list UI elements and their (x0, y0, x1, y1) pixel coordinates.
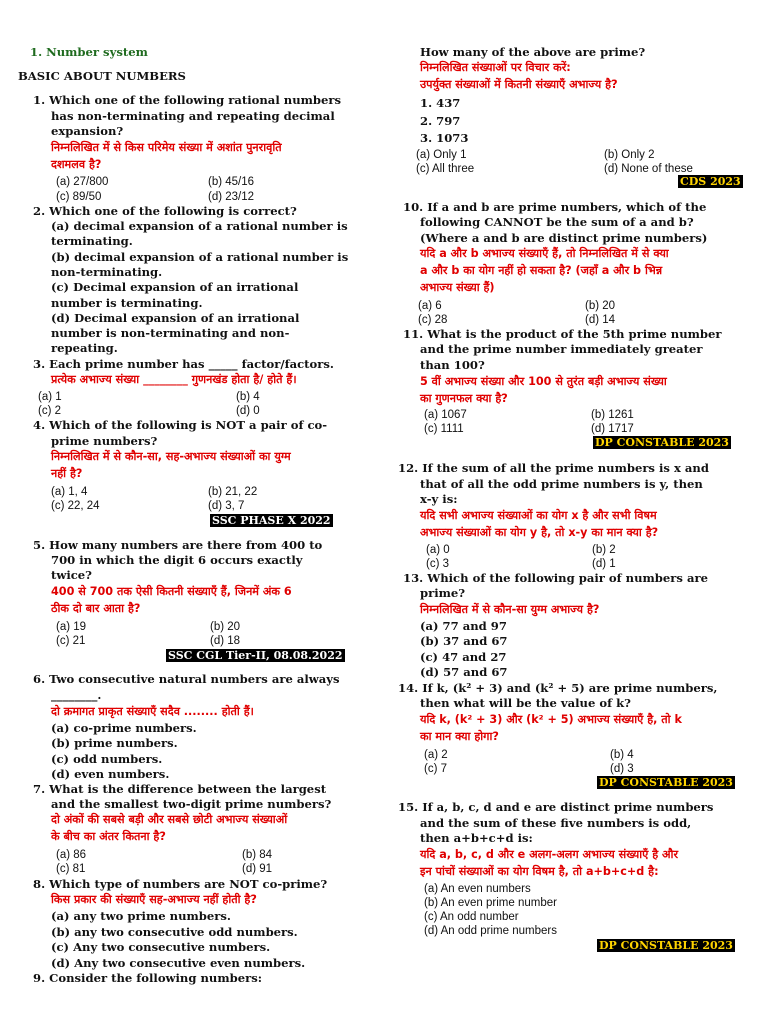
left-text-line: (a) 27/800 (56, 176, 109, 188)
exam-source-badge: SSC PHASE X 2022 (212, 514, 331, 527)
left-text-line: (b) 21, 22 (208, 486, 258, 498)
left-text-line: BASIC ABOUT NUMBERS (18, 69, 186, 83)
right-text-line: (c) 1111 (424, 423, 464, 435)
left-text-line: (d) 23/12 (208, 191, 255, 203)
right-text-line: than 100? (420, 358, 485, 372)
exam-source-badge: SSC CGL Tier-II, 08.08.2022 (168, 649, 343, 662)
right-text-line: and the sum of these five numbers is odd, (420, 816, 692, 830)
left-text-line: 400 से 700 तक ऐसी कितनी संख्याएँ हैं, जिनमें अंक 6 (51, 585, 292, 598)
right-text-line: (b) 1261 (591, 409, 634, 421)
right-text-line: निम्नलिखित में से कौन-सा युग्म अभाज्य है? (420, 603, 600, 616)
left-text-line: (d) 3, 7 (208, 500, 245, 512)
right-text-line: then what will be the value of k? (420, 696, 631, 710)
right-text-line: a और b का योग नहीं हो सकता है? (जहाँ a और b भिन्न (420, 264, 663, 277)
left-text-line: expansion? (51, 124, 124, 138)
right-text-line: अभाज्य संख्या हैं) (420, 281, 495, 294)
left-text-line: (c) 81 (56, 863, 86, 875)
right-text-line: (d) 3 (610, 763, 634, 775)
left-text-line: (d) 91 (242, 863, 273, 875)
right-text-line: (d) 14 (585, 314, 616, 326)
left-text-line: दो अंकों की सबसे बड़ी और सबसे छोटी अभाज्य संख्याओं (51, 813, 288, 826)
left-text-line: (b) any two consecutive odd numbers. (51, 925, 298, 939)
right-text-line: 2. 797 (420, 114, 461, 128)
right-text-line: उपर्युक्त संख्याओं में कितनी संख्याएँ अभाज्य है? (420, 78, 618, 91)
right-text-line: (b) An even prime number (424, 897, 557, 909)
left-text-line: (a) co-prime numbers. (51, 721, 197, 735)
right-text-line: (Where a and b are distinct prime numbers) (420, 231, 708, 245)
right-text-line: 15. If a, b, c, d and e are distinct prime numbers (398, 800, 714, 814)
right-text-line: following CANNOT be the sum of a and b? (420, 215, 694, 229)
left-text-line: प्रत्येक अभाज्य संख्या ________ गुणनखंड होता है/ होते हैं। (51, 373, 297, 386)
left-text-line: 3. Each prime number has _____ factor/factors. (33, 357, 334, 371)
left-text-line: 5. How many numbers are there from 400 to (33, 538, 323, 552)
right-text-line: 10. If a and b are prime numbers, which of the (403, 200, 707, 214)
right-text-line: (b) Only 2 (604, 149, 655, 161)
left-text-line: (b) decimal expansion of a rational number is (51, 250, 349, 264)
right-text-line: का गुणनफल क्या है? (420, 392, 508, 405)
left-text-line: (c) 89/50 (56, 191, 102, 203)
right-text-line: यदि k, (k² + 3) और (k² + 5) अभाज्य संख्याएँ है, तो k (420, 713, 682, 726)
left-text-line: (a) 86 (56, 849, 87, 861)
left-text-line: ________. (51, 688, 102, 702)
right-text-line: 1. 437 (420, 96, 461, 110)
right-text-line: (c) 3 (426, 558, 449, 570)
left-text-line: के बीच का अंतर कितना है? (51, 830, 166, 843)
left-text-line: ठीक दो बार आता है? (51, 602, 141, 615)
right-text-line: (a) An even numbers (424, 883, 531, 895)
right-text-line: (d) An odd prime numbers (424, 925, 557, 937)
right-text-line: 14. If k, (k² + 3) and (k² + 5) are prime numbers, (398, 681, 718, 695)
right-text-line: prime? (420, 586, 466, 600)
left-text-line: prime numbers? (51, 434, 158, 448)
left-text-line: and the smallest two-digit prime numbers? (51, 797, 332, 811)
left-text-line: (a) 19 (56, 621, 87, 633)
left-text-line: 1. Number system (30, 45, 148, 59)
right-text-line: यदि सभी अभाज्य संख्याओं का योग x है और सभी विषम (420, 509, 657, 522)
exam-source-badge: DP CONSTABLE 2023 (595, 436, 729, 449)
left-text-line: (d) 18 (210, 635, 241, 647)
right-text-line: (c) An odd number (424, 911, 519, 923)
left-text-line: दशमलव है? (51, 158, 102, 171)
right-text-line: (b) 4 (610, 749, 634, 761)
left-text-line: (c) odd numbers. (51, 752, 163, 766)
left-text-line: (a) any two prime numbers. (51, 909, 231, 923)
left-text-line: 6. Two consecutive natural numbers are always (33, 672, 340, 686)
left-text-line: (c) 21 (56, 635, 86, 647)
right-text-line: that of all the odd prime numbers is y, then (420, 477, 703, 491)
right-text-line: and the prime number immediately greater (420, 342, 703, 356)
right-text-line: (a) 6 (418, 300, 442, 312)
exam-source-badge: DP CONSTABLE 2023 (599, 776, 733, 789)
left-text-line: दो क्रमागत प्राकृत संख्याएँ सदैव ........ होती हैं। (51, 705, 254, 718)
right-text-line: निम्नलिखित संख्याओं पर विचार करें: (420, 61, 571, 74)
left-text-line: number is terminating. (51, 296, 203, 310)
left-text-line: निम्नलिखित में से कौन-सा, सह-अभाज्य संख्याओं का युग्म (51, 450, 291, 463)
left-text-line: 1. Which one of the following rational numbers (33, 93, 342, 107)
right-text-line: अभाज्य संख्याओं का योग y है, तो x-y का मान क्या है? (420, 526, 659, 539)
right-text-line: (b) 2 (592, 544, 616, 556)
left-text-line: (b) 20 (210, 621, 241, 633)
left-text-line: twice? (51, 568, 92, 582)
left-text-line: non-terminating. (51, 265, 163, 279)
right-text-line: (d) None of these (604, 163, 693, 175)
right-text-line: 11. What is the product of the 5th prime number (403, 327, 722, 341)
left-text-line: number is non-terminating and non- (51, 326, 290, 340)
right-text-line: 12. If the sum of all the prime numbers is x and (398, 461, 709, 475)
right-text-line: (c) All three (416, 163, 475, 175)
left-text-line: (a) 1 (38, 391, 62, 403)
right-text-line: यदि a, b, c, d और e अलग-अलग अभाज्य संख्याएँ है और (420, 848, 679, 861)
right-text-line: (b) 20 (585, 300, 616, 312)
left-text-line: (a) decimal expansion of a rational number is (51, 219, 348, 233)
left-text-line: repeating. (51, 341, 118, 355)
left-text-line: 4. Which of the following is NOT a pair of co- (33, 418, 328, 432)
left-text-line: (c) 2 (38, 405, 61, 417)
left-text-line: किस प्रकार की संख्याएँ सह-अभाज्य नहीं होती है? (51, 893, 257, 906)
right-text-line: का मान क्या होगा? (420, 730, 499, 743)
left-text-line: (b) 84 (242, 849, 273, 861)
exam-source-badge: CDS 2023 (680, 175, 741, 188)
left-text-line: 700 in which the digit 6 occurs exactly (51, 553, 303, 567)
right-text-line: (d) 1717 (591, 423, 634, 435)
right-text-line: (d) 1 (592, 558, 616, 570)
left-text-line: (c) 22, 24 (51, 500, 100, 512)
left-text-line: नहीं है? (51, 467, 83, 480)
left-text-line: निम्नलिखित में से किस परिमेय संख्या में अशांत पुनरावृति (51, 141, 282, 154)
left-text-line: (b) 4 (236, 391, 260, 403)
left-text-line: 8. Which type of numbers are NOT co-prime? (33, 877, 328, 891)
left-text-line: terminating. (51, 234, 133, 248)
left-text-line: (b) prime numbers. (51, 736, 178, 750)
right-text-line: 13. Which of the following pair of numbers are (403, 571, 708, 585)
left-text-line: (c) Decimal expansion of an irrational (51, 280, 299, 294)
left-text-line: (d) even numbers. (51, 767, 170, 781)
right-text-line: (c) 47 and 27 (420, 650, 507, 664)
right-text-line: (d) 57 and 67 (420, 665, 508, 679)
right-text-line: x-y is: (420, 492, 458, 506)
right-text-line: (a) 1067 (424, 409, 467, 421)
left-text-line: (d) 0 (236, 405, 260, 417)
left-text-line: (c) Any two consecutive numbers. (51, 940, 271, 954)
right-text-line: then a+b+c+d is: (420, 831, 533, 845)
right-text-line: (a) 2 (424, 749, 448, 761)
left-text-line: 2. Which one of the following is correct? (33, 204, 297, 218)
right-text-line: (a) 0 (426, 544, 450, 556)
left-text-line: (b) 45/16 (208, 176, 255, 188)
exam-source-badge: DP CONSTABLE 2023 (599, 939, 733, 952)
right-text-line: How many of the above are prime? (420, 45, 646, 59)
right-text-line: इन पांचों संख्याओं का योग विषम है, तो a+b+c+d है: (420, 865, 659, 878)
right-text-line: (a) Only 1 (416, 149, 467, 161)
left-text-line: 7. What is the difference between the largest (33, 782, 327, 796)
right-text-line: (a) 77 and 97 (420, 619, 507, 633)
right-text-line: (c) 28 (418, 314, 448, 326)
left-text-line: (a) 1, 4 (51, 486, 88, 498)
right-text-line: (b) 37 and 67 (420, 634, 508, 648)
right-text-line: 5 वीं अभाज्य संख्या और 100 से तुरंत बड़ी अभाज्य संख्या (420, 375, 667, 388)
left-text-line: (d) Any two consecutive even numbers. (51, 956, 306, 970)
right-text-line: यदि a और b अभाज्य संख्याएँ हैं, तो निम्नलिखित में से क्या (420, 247, 669, 260)
left-text-line: has non-terminating and repeating decimal (51, 109, 335, 123)
right-text-line: (c) 7 (424, 763, 447, 775)
left-text-line: 9. Consider the following numbers: (33, 971, 263, 985)
right-text-line: 3. 1073 (420, 131, 469, 145)
left-text-line: (d) Decimal expansion of an irrational (51, 311, 300, 325)
